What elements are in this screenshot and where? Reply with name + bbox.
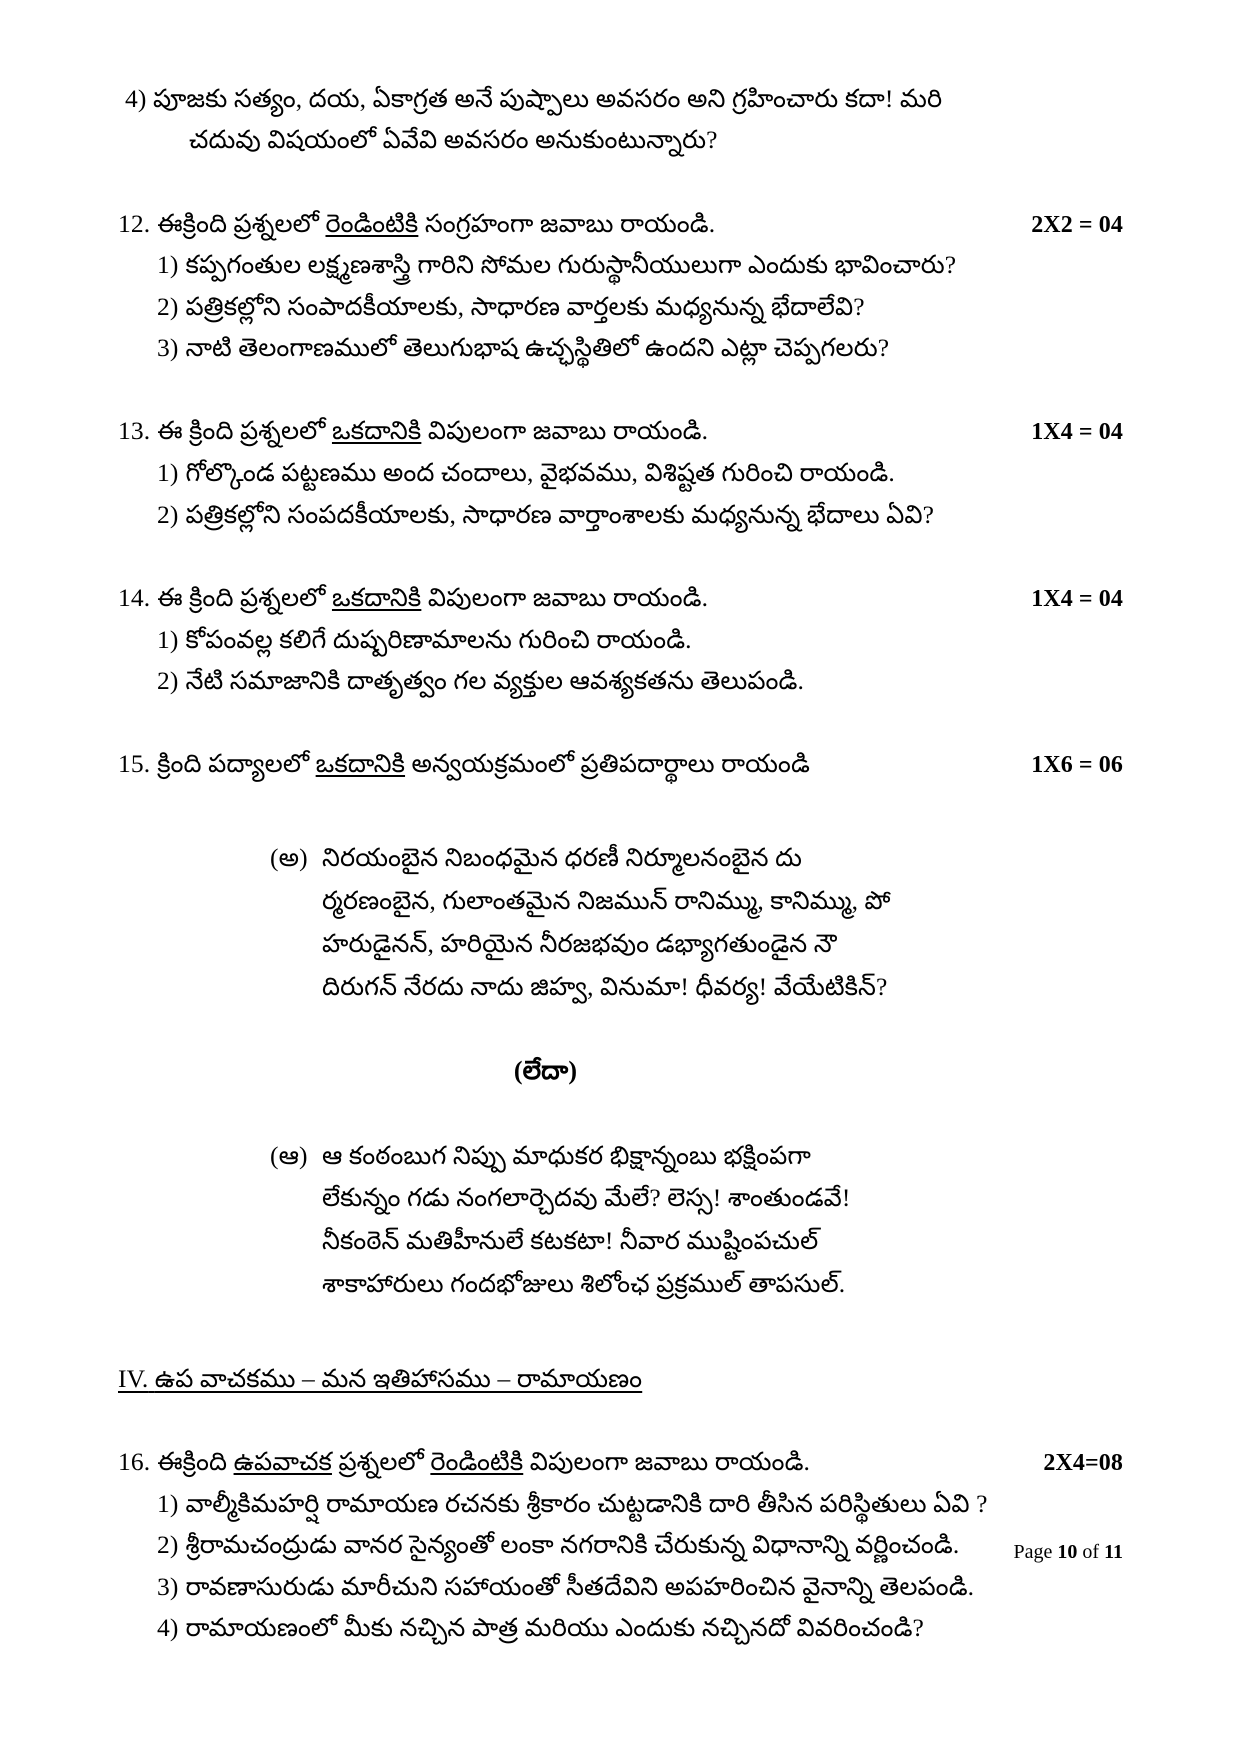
question-14-stem-pre: ఈ క్రింది ప్రశ్నలలో — [157, 582, 332, 612]
question-13-stem-post: విపులంగా జవాబు రాయండి. — [421, 416, 709, 446]
item-label: 3) — [157, 1571, 179, 1601]
question-13-stem — [157, 410, 708, 451]
carry-over-question-4 — [118, 78, 1123, 161]
question-13-stem-underlined: ఒకదానికి — [331, 416, 422, 446]
carry-over-line-1: పూజకు సత్యం, దయ, ఏకాగ్రత అనే పుష్పాలు అవసరం అని గ్రహించారు కదా! మరి — [152, 84, 943, 113]
question-14-stem-post: విపులంగా జవాబు రాయండి. — [421, 582, 709, 612]
question-14-item-1 — [118, 619, 1123, 660]
poem-a-line-3: హరుడైనన్, హరియైన నీరజభవుం డభ్యాగతుండైన నౌ — [322, 928, 838, 958]
poem-a-line-1: నిరయంబైన నిబంధమైన ధరణీ నిర్మూలనంబైన దు — [322, 843, 802, 873]
poem-option-b — [118, 1135, 1123, 1306]
question-14-stem — [157, 577, 708, 618]
question-14-stem-underlined: ఒకదానికి — [331, 582, 422, 612]
question-14-number: 14. — [118, 582, 151, 612]
question-13-number: 13. — [118, 416, 151, 446]
item-label: 1) — [157, 250, 179, 280]
question-12-stem-pre: ఈక్రింది ప్రశ్నలలో — [157, 208, 326, 238]
question-15-stem-underlined: ఒకదానికి — [315, 749, 406, 779]
item-text: నాటి తెలంగాణములో తెలుగుభాష ఉచ్ఛస్థితిలో ఉందని ఎట్లా చెప్పగలరు? — [185, 333, 890, 363]
question-12 — [118, 203, 1123, 369]
question-12-item-1 — [118, 244, 1123, 285]
question-16 — [118, 1441, 1123, 1648]
poem-a-marker: (అ) — [270, 843, 308, 873]
question-16-item-3 — [118, 1566, 1123, 1607]
poem-b-line-2: లేకున్నం గడు నంగలార్చెదవు మేలే? లెస్స! శాంతుండవే! — [322, 1183, 851, 1213]
question-15-marks: 1X6 = 06 — [1031, 752, 1123, 779]
item-label: 4) — [157, 1612, 179, 1642]
question-13-item-2 — [118, 494, 1123, 535]
item-text: రావణాసురుడు మారీచుని సహాయంతో సీతదేవిని అపహరించిన వైనాన్ని తెలపండి. — [185, 1571, 975, 1601]
item-label: 2) — [157, 499, 179, 529]
footer-page-number: 10 — [1057, 1541, 1078, 1563]
question-14 — [118, 577, 1123, 701]
question-15-stem — [157, 743, 810, 784]
question-12-stem — [157, 203, 715, 244]
question-13-stem-pre: ఈ క్రింది ప్రశ్నలలో — [157, 416, 332, 446]
carry-over-line-2: చదువు విషయంలో ఏవేవి అవసరం అనుకుంటున్నారు? — [189, 125, 718, 155]
question-16-stem-underlined-1: ఉపవాచక — [233, 1447, 332, 1477]
question-15-stem-pre: క్రింది పద్యాలలో — [157, 749, 316, 779]
poem-option-a — [118, 837, 1123, 1008]
item-text: శ్రీరామచంద్రుడు వానర సైన్యంతో లంకా నగరానికి చేరుకున్న విధానాన్ని వర్ణించండి. — [185, 1530, 960, 1560]
item-text: గోల్కొండ పట్టణము అంద చందాలు, వైభవము, విశిష్టత గురించి రాయండి. — [185, 458, 895, 488]
question-12-number: 12. — [118, 208, 151, 238]
item-text: పత్రికల్లోని సంపదకీయాలకు, సాధారణ వార్తాంశాలకు మధ్యనున్న భేదాలు ఏవి? — [185, 499, 935, 529]
question-15 — [118, 743, 1123, 785]
item-label: 3) — [157, 333, 179, 363]
question-16-stem-row — [118, 1441, 1123, 1483]
item-label: 2) — [157, 666, 179, 695]
question-12-stem-post: సంగ్రహంగా జవాబు రాయండి. — [418, 208, 716, 238]
section-roman-numeral: IV. — [118, 1363, 149, 1393]
item-text: పత్రికల్లోని సంపాదకీయాలకు, సాధారణ వార్తలకు మధ్యనున్న భేదాలేవి? — [185, 291, 865, 321]
poem-a-line-4: దిరుగన్ నేరదు నాదు జిహ్వ, వినుమా! ధీవర్య! వేయేటికిన్? — [322, 971, 888, 1001]
question-16-stem-post: విపులంగా జవాబు రాయండి. — [523, 1447, 811, 1477]
poem-a-line-1-row — [270, 837, 1123, 880]
poem-b-line-4: శాకాహారులు గందభోజులు శిలోంఛ ప్రక్రముల్ తాపసుల్. — [322, 1269, 846, 1299]
poem-b-marker: (ఆ) — [270, 1140, 308, 1170]
footer-page-label: Page — [1013, 1541, 1053, 1563]
question-16-item-1 — [118, 1483, 1123, 1524]
item-label: 1) — [157, 1489, 179, 1519]
item-text: రామాయణంలో మీకు నచ్చిన పాత్ర మరియు ఎందుకు నచ్చినదో వివరించండి? — [185, 1612, 924, 1642]
section-title: ఉప వాచకము – మన ఇతిహాసము – రామాయణం — [154, 1363, 643, 1393]
item-text: కోపంవల్ల కలిగే దుష్పరిణామాలను గురించి రాయండి. — [185, 624, 692, 654]
question-16-stem-underlined-2: రెండింటికి — [430, 1447, 524, 1477]
question-13-item-1 — [118, 452, 1123, 493]
question-13-marks: 1X4 = 04 — [1031, 419, 1123, 446]
question-16-item-4 — [118, 1607, 1123, 1648]
item-label: 2) — [157, 1530, 179, 1560]
item-text: వాల్మీకిమహర్షి రామాయణ రచనకు శ్రీకారం చుట్టడానికి దారి తీసిన పరిస్థితులు ఏవి ? — [185, 1489, 988, 1519]
question-12-item-3 — [118, 327, 1123, 368]
question-14-stem-row — [118, 577, 1123, 619]
question-16-marks: 2X4=08 — [1043, 1450, 1123, 1477]
question-15-stem-post: అన్వయక్రమంలో ప్రతిపదార్థాలు రాయండి — [405, 749, 810, 779]
page-footer — [1014, 1541, 1123, 1564]
question-13 — [118, 410, 1123, 534]
question-12-marks: 2X2 = 04 — [1031, 211, 1123, 238]
question-14-item-2 — [118, 660, 1123, 701]
item-text: నేటి సమాజానికి దాతృత్వం గల వ్యక్తుల ఆవశ్యకతను తెలుపండి. — [185, 666, 804, 695]
poem-b-line-1-row — [270, 1135, 1123, 1178]
section-heading-row — [118, 1358, 1123, 1399]
item-text: కప్పగంతుల లక్ష్మణశాస్త్రి గారిని సోమల గురుస్థానీయులుగా ఎందుకు భావించారు? — [185, 250, 957, 280]
section-heading — [118, 1358, 642, 1399]
question-14-marks: 1X4 = 04 — [1031, 585, 1123, 612]
question-16-stem — [157, 1441, 810, 1482]
item-label: 1) — [157, 458, 179, 488]
question-12-item-2 — [118, 286, 1123, 327]
question-15-stem-row — [118, 743, 1123, 785]
item-label: 1) — [157, 624, 179, 654]
question-16-item-2 — [118, 1524, 1123, 1565]
question-15-number: 15. — [118, 749, 151, 779]
question-16-stem-mid: ప్రశ్నలలో — [331, 1447, 431, 1477]
poem-a-line-2: ర్మరణంబైన, గులాంతమైన నిజమున్ రానిమ్ము, కానిమ్ము, పో — [322, 886, 891, 915]
item-label: 2) — [157, 291, 179, 321]
alternative-separator: (లేదా) — [513, 1056, 578, 1086]
question-16-stem-pre: ఈక్రింది — [157, 1447, 234, 1477]
footer-page-total: 11 — [1104, 1541, 1123, 1563]
question-12-stem-row — [118, 203, 1123, 245]
footer-of-label: of — [1082, 1541, 1100, 1563]
poem-b-line-1: ఆ కంఠంబుగ నిప్పు మాధుకర భిక్షాన్నంబు భక్షింపగా — [322, 1140, 811, 1170]
poem-b-line-3: నీకంఠెన్ మతిహీనులే కటకటా! నీవార ముష్టింపచుల్ — [322, 1226, 819, 1256]
question-16-number: 16. — [118, 1447, 151, 1477]
question-13-stem-row — [118, 410, 1123, 452]
question-12-stem-underlined: రెండింటికి — [325, 208, 419, 238]
carry-over-label: 4) — [125, 84, 147, 113]
